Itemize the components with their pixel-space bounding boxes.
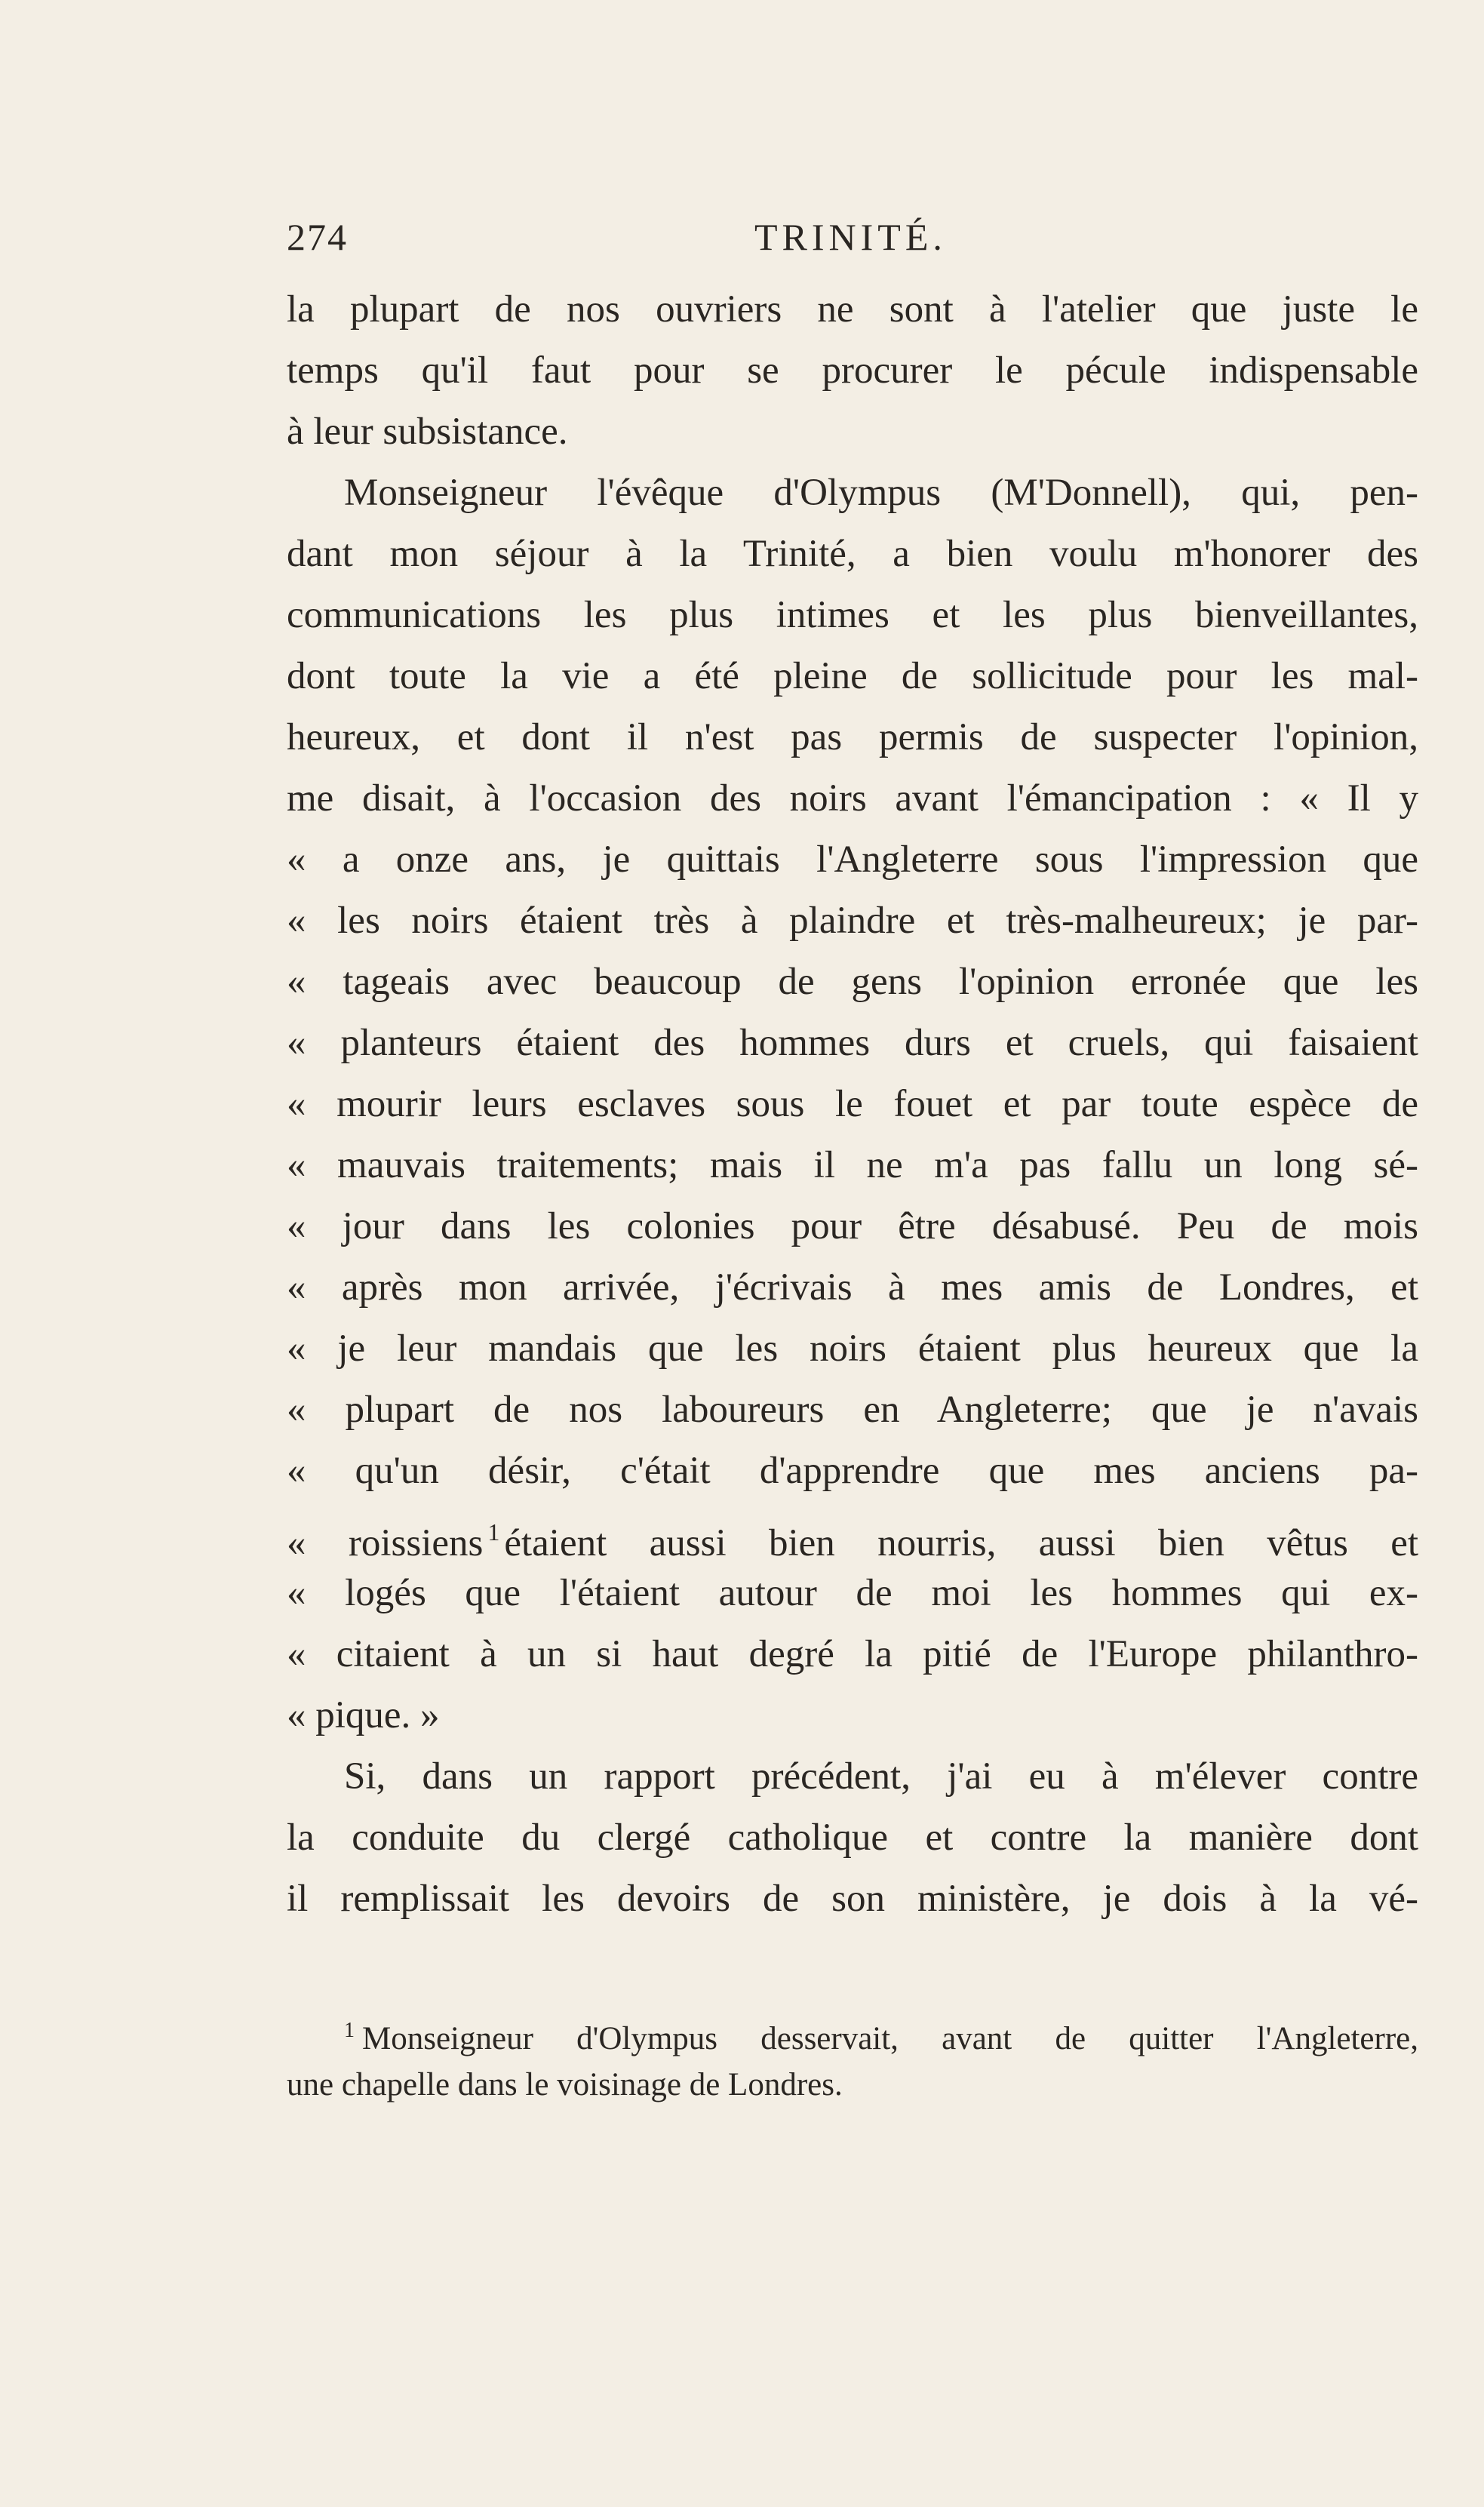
footnote-reference: 1 bbox=[487, 1518, 500, 1546]
text-line: à leur subsistance. bbox=[287, 411, 568, 453]
text-fragment: étaient aussi bien nourris, aussi bien vêtus et bbox=[504, 1522, 1418, 1564]
footnote-line: une chapelle dans le voisinage de Londres. bbox=[287, 2067, 843, 2102]
text-line: « mourir leurs esclaves sous le fouet et par toute espèce de bbox=[287, 1083, 1418, 1125]
text-line: « planteurs étaient des hommes durs et cruels, qui faisaient bbox=[287, 1022, 1418, 1064]
text-line: me disait, à l'occasion des noirs avant l'émancipation : « Il y bbox=[287, 777, 1418, 820]
text-line: « je leur mandais que les noirs étaient plus heureux que la bbox=[287, 1327, 1418, 1370]
footnote-mark: 1 bbox=[344, 2019, 355, 2042]
text-line: la conduite du clergé catholique et contre la manière dont bbox=[287, 1816, 1418, 1859]
text-line: temps qu'il faut pour se procurer le pécule indispensable bbox=[287, 349, 1418, 392]
text-line: Si, dans un rapport précédent, j'ai eu à m'élever contre bbox=[344, 1755, 1418, 1798]
text-line: « tageais avec beaucoup de gens l'opinion erronée que les bbox=[287, 961, 1418, 1003]
text-line: « après mon arrivée, j'écrivais à mes amis de Londres, et bbox=[287, 1266, 1418, 1309]
page-number: 274 bbox=[287, 216, 348, 258]
body-text bbox=[287, 279, 1418, 1930]
text-line: communications les plus intimes et les plus bienveillantes, bbox=[287, 594, 1418, 636]
text-line: « logés que l'étaient autour de moi les hommes qui ex- bbox=[287, 1572, 1418, 1614]
text-line: « citaient à un si haut degré la pitié de l'Europe philanthro- bbox=[287, 1633, 1418, 1675]
text-line: « qu'un désir, c'était d'apprendre que mes anciens pa- bbox=[287, 1450, 1418, 1492]
text-line: dant mon séjour à la Trinité, a bien voulu m'honorer des bbox=[287, 533, 1418, 575]
text-line: « a onze ans, je quittais l'Angleterre sous l'impression que bbox=[287, 838, 1418, 881]
running-title: TRINITÉ. bbox=[754, 216, 947, 258]
footnotes bbox=[287, 2004, 1418, 2112]
text-line-with-footnote-ref bbox=[287, 1502, 1418, 1563]
text-line: « plupart de nos laboureurs en Angleterre; que je n'avais bbox=[287, 1389, 1418, 1431]
footnote-line bbox=[287, 2004, 1418, 2058]
text-line: « pique. » bbox=[287, 1694, 440, 1736]
text-line: dont toute la vie a été pleine de sollicitude pour les mal- bbox=[287, 655, 1418, 697]
text-line: heureux, et dont il n'est pas permis de suspecter l'opinion, bbox=[287, 716, 1418, 758]
text-fragment: « roissiens bbox=[287, 1522, 484, 1564]
text-line: il remplissait les devoirs de son ministère, je dois à la vé- bbox=[287, 1878, 1418, 1920]
text-line: « les noirs étaient très à plaindre et très-malheureux; je par- bbox=[287, 900, 1418, 942]
text-line: Monseigneur l'évêque d'Olympus (M'Donnell), qui, pen- bbox=[344, 472, 1418, 514]
footnote-text: Monseigneur d'Olympus desservait, avant de quitter l'Angleterre, bbox=[362, 2021, 1418, 2056]
text-line: la plupart de nos ouvriers ne sont à l'atelier que juste le bbox=[287, 288, 1418, 331]
text-line: « mauvais traitements; mais il ne m'a pas fallu un long sé- bbox=[287, 1144, 1418, 1186]
text-line: « jour dans les colonies pour être désabusé. Peu de mois bbox=[287, 1205, 1418, 1247]
page-header bbox=[287, 215, 1418, 260]
